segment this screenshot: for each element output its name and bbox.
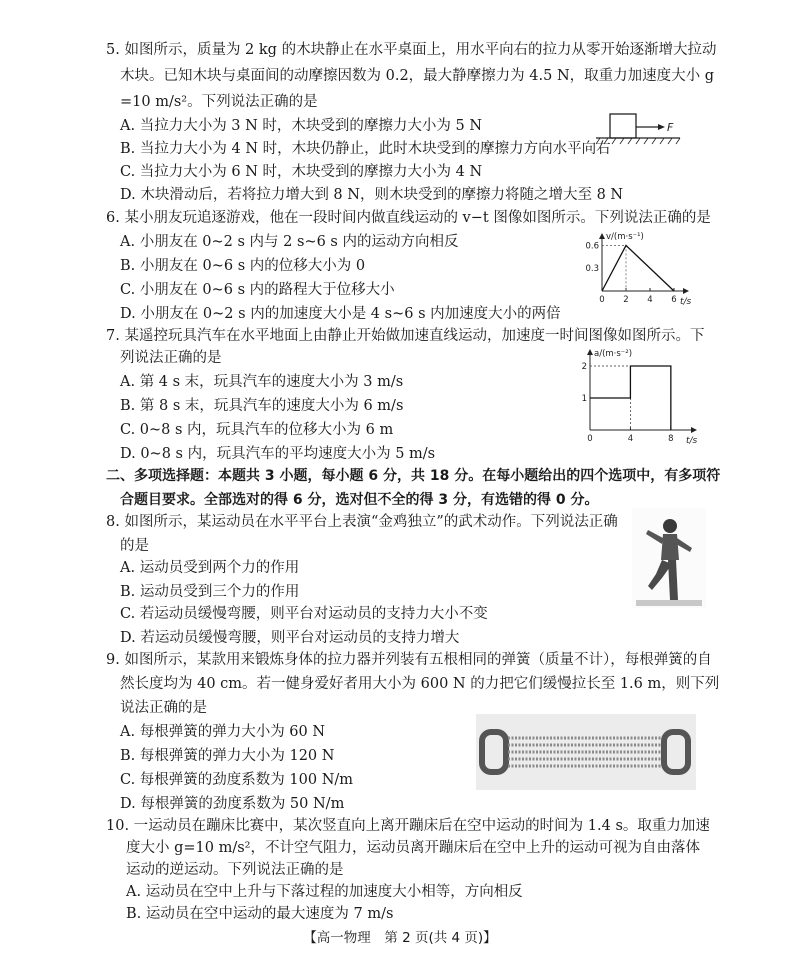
q10-stem-line: 度大小 g=10 m/s²，不计空气阻力，运动员离开蹦床后在空中上升的运动可视为自由落体 xyxy=(126,840,700,856)
x-tick-label: 0 xyxy=(599,295,605,305)
x-tick-label: 2 xyxy=(623,295,629,305)
q7-stem-line: 7. 某遥控玩具汽车在水平地面上由静止开始做加速直线运动，加速度一时间图像如图所示。下 xyxy=(106,328,705,344)
q9-stem-line: 9. 如图所示，某款用来锻炼身体的拉力器并列装有五根相同的弹簧（质量不计），每根弹簧的自 xyxy=(106,652,712,668)
x-axis-label: t/s xyxy=(680,297,692,307)
q5-stem-line: =10 m/s²。下列说法正确的是 xyxy=(120,94,318,110)
page-footer: 【高一物理 第 2 页(共 4 页)】 xyxy=(303,930,497,946)
spring-expander-photo xyxy=(476,714,696,790)
q7-stem-line: 列说法正确的是 xyxy=(120,350,222,366)
q8-option-c: C. 若运动员缓慢弯腰，则平台对运动员的支持力大小不变 xyxy=(120,606,488,622)
q8-stem-line: 的是 xyxy=(120,538,149,554)
q5-option-d: D. 木块滑动后，若将拉力增大到 8 N，则木块受到的摩擦力将随之增大至 8 N xyxy=(120,187,624,203)
q9-option-a: A. 每根弹簧的弹力大小为 60 N xyxy=(120,724,326,740)
x-tick-label: 8 xyxy=(668,434,674,444)
wooden-block xyxy=(610,114,636,138)
martial-artist-photo xyxy=(632,508,706,608)
q5-option-c: C. 当拉力大小为 6 N 时，木块受到的摩擦力大小为 4 N xyxy=(120,164,483,180)
q9-stem-line: 然长度均为 40 cm。若一健身爱好者用大小为 600 N 的力把它们缓慢拉长至 1.6 m，则下列 xyxy=(120,676,720,692)
section-2-line: 合题目要求。全部选对的得 6 分，选对但不全的得 3 分，有选错的得 0 分。 xyxy=(120,492,599,508)
q8-option-d: D. 若运动员缓慢弯腰，则平台对运动员的支持力增大 xyxy=(120,630,460,646)
section-2-line: 二、多项选择题：本题共 3 小题，每小题 6 分，共 18 分。在每小题给出的四个选项中，有多项符 xyxy=(106,468,721,484)
vt-chart xyxy=(580,228,700,308)
block-on-table-figure xyxy=(596,110,686,152)
q5-option-a: A. 当拉力大小为 3 N 时，木块受到的摩擦力大小为 5 N xyxy=(120,118,483,134)
q5-stem-line: 木块。已知木块与桌面间的动摩擦因数为 0.2，最大静摩擦力为 4.5 N，取重力加速度大小 g xyxy=(120,68,715,84)
y-axis-label: v/(m·s⁻¹) xyxy=(606,232,644,242)
at-chart xyxy=(568,344,708,446)
y-tick-label: 0.6 xyxy=(585,241,599,252)
y-tick-label: 0.3 xyxy=(585,264,599,275)
q8-option-a: A. 运动员受到两个力的作用 xyxy=(120,560,300,576)
q6-option-b: B. 小朋友在 0~6 s 内的位移大小为 0 xyxy=(120,258,366,274)
series-line xyxy=(602,245,674,291)
y-tick-label: 1 xyxy=(581,394,587,404)
q8-stem-line: 8. 如图所示，某运动员在水平平台上表演“金鸡独立”的武术动作。下列说法正确 xyxy=(106,514,618,530)
q9-option-d: D. 每根弹簧的劲度系数为 50 N/m xyxy=(120,796,345,812)
q7-option-c: C. 0~8 s 内，玩具汽车的位移大小为 6 m xyxy=(120,422,394,438)
q6-option-d: D. 小朋友在 0~2 s 内的加速度大小是 4 s~6 s 内加速度大小的两倍 xyxy=(120,306,561,322)
torso xyxy=(661,534,679,560)
q10-option-b: B. 运动员在空中运动的最大速度为 7 m/s xyxy=(126,906,394,922)
x-tick-label: 4 xyxy=(627,434,634,444)
q7-option-a: A. 第 4 s 末，玩具汽车的速度大小为 3 m/s xyxy=(120,374,404,390)
q5-stem-line: 5. 如图所示，质量为 2 kg 的木块静止在水平桌面上，用水平向右的拉力从零开始逐渐增大拉动 xyxy=(106,42,717,58)
q5-option-b: B. 当拉力大小为 4 N 时，木块仍静止，此时木块受到的摩擦力方向水平向右 xyxy=(120,141,611,157)
table-hatching xyxy=(596,138,680,144)
q7-option-d: D. 0~8 s 内，玩具汽车的平均速度大小为 5 m/s xyxy=(120,446,436,462)
q9-stem-line: 说法正确的是 xyxy=(120,700,207,716)
arrow-head xyxy=(658,124,665,130)
series-line xyxy=(590,366,671,430)
x-tick-label: 4 xyxy=(647,295,653,305)
y-axis-label: a/(m·s⁻²) xyxy=(594,349,633,359)
y-tick-label: 2 xyxy=(581,362,587,372)
q6-stem-line: 6. 某小朋友玩追逐游戏，他在一段时间内做直线运动的 v−t 图像如图所示。下列说法正确的是 xyxy=(106,210,711,226)
q10-option-a: A. 运动员在空中上升与下落过程的加速度大小相等，方向相反 xyxy=(126,884,523,900)
force-label: F xyxy=(667,121,674,134)
q10-stem-line: 运动的逆运动。下列说法正确的是 xyxy=(126,862,344,878)
x-tick-label: 0 xyxy=(587,434,593,444)
x-tick-label: 6 xyxy=(671,295,677,305)
q9-option-c: C. 每根弹簧的劲度系数为 100 N/m xyxy=(120,772,354,788)
q6-option-c: C. 小朋友在 0~6 s 内的路程大于位移大小 xyxy=(120,282,395,298)
q8-option-b: B. 运动员受到三个力的作用 xyxy=(120,584,300,600)
platform xyxy=(636,600,702,606)
q6-option-a: A. 小朋友在 0~2 s 内与 2 s~6 s 内的运动方向相反 xyxy=(120,234,459,250)
q7-option-b: B. 第 8 s 末，玩具汽车的速度大小为 6 m/s xyxy=(120,398,404,414)
head xyxy=(663,519,677,533)
x-axis-label: t/s xyxy=(686,436,698,446)
q9-option-b: B. 每根弹簧的弹力大小为 120 N xyxy=(120,748,335,764)
q10-stem-line: 10. 一运动员在蹦床比赛中，某次竖直向上离开蹦床后在空中运动的时间为 1.4 s。取重力加速 xyxy=(106,818,710,834)
